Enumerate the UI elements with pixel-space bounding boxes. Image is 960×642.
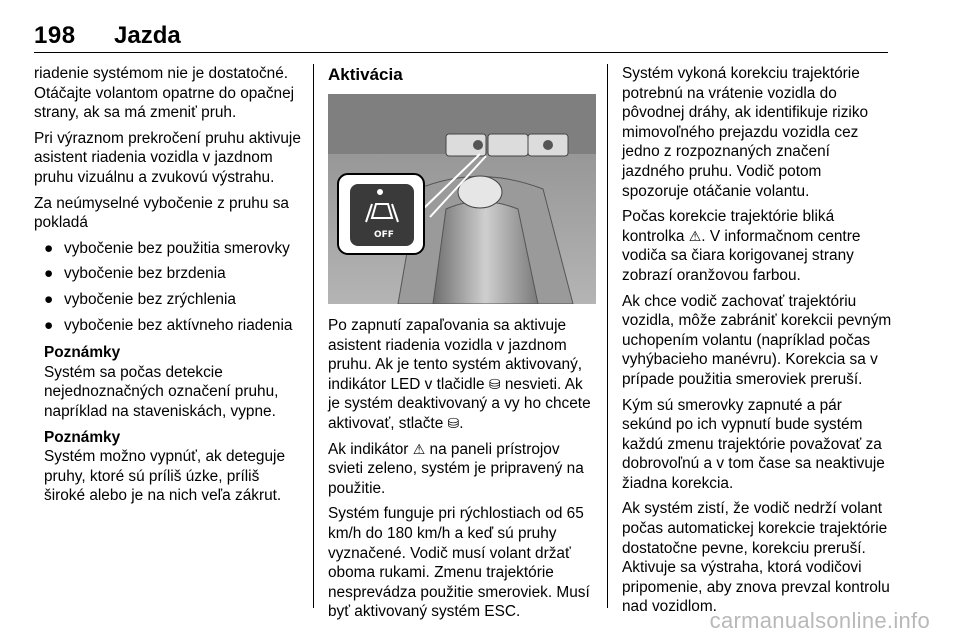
center-console-illustration	[328, 94, 596, 304]
column-3	[622, 64, 892, 623]
paragraph: Ak systém zistí, že vodič nedrží volant počas automatickej korekcie trajektórie dostatočne pevne, korekciu preruší. Aktivuje sa výstraha, ktorá vodičovi pripomenie, aby znova prevzal kontrolu nad vozidlom.	[622, 500, 890, 616]
lane-assist-indicator-icon: ⚠	[688, 227, 702, 244]
bullet-icon: ●	[44, 239, 54, 257]
page-number: 198	[34, 22, 76, 49]
paragraph: Počas korekcie trajektórie bliká kontrolka ⚠. V informačnom centre vodiča sa čiara korigovanej strany zobrazí oranžovou farbou.	[622, 208, 861, 284]
console-svg	[328, 94, 596, 304]
off-button-label: OFF	[374, 230, 394, 240]
header-rule	[34, 52, 888, 53]
lane-keep-button-icon: ⛁	[488, 375, 501, 392]
bullet-icon: ●	[44, 265, 54, 283]
bullet-icon: ●	[44, 290, 54, 308]
list-item: ● vybočenie bez brzdenia	[44, 265, 226, 283]
note-block	[44, 428, 302, 506]
bullet-list	[34, 239, 302, 335]
note-body: Systém sa počas detekcie nejednoznačných označení pruhu, napríklad na staveniskách, vypne.	[44, 363, 279, 420]
paragraph: Po zapnutí zapaľovania sa aktivuje asistent riadenia vozidla v jazdnom pruhu. Ak je tento systém aktivovaný, indikátor LED v tlačidle ⛁ nesvieti. Ak je systém deaktivovaný a vy ho chcete aktivovať, stlačte ⛁.	[328, 317, 591, 432]
lane-assist-indicator-icon: ⚠	[412, 440, 426, 457]
column-2	[328, 64, 596, 628]
page-header	[34, 22, 924, 50]
watermark: carmanualsonline.info	[709, 608, 930, 633]
note-block	[44, 343, 302, 421]
paragraph: Pri výraznom prekročení pruhu aktivuje asistent riadenia vozidla v jazdnom pruhu vizuálnu a zvukovú výstrahu.	[34, 129, 301, 186]
section-heading: Aktivácia	[328, 65, 403, 84]
column-divider-2	[607, 64, 608, 608]
list-item: ● vybočenie bez použitia smerovky	[44, 239, 290, 257]
note-body: Systém možno vypnúť, ak deteguje pruhy, ktoré sú príliš úzke, príliš široké alebo je na nich veľa zákrut.	[44, 448, 286, 505]
paragraph: Systém vykoná korekciu trajektórie potrebnú na vrátenie vozidla do pôvodnej dráhy, ak identifikuje riziko mimovoľného prejazdu vozidla cez jedno z rozpoznaných značení jazdného pruhu. Vodič potom spozoruje otáčanie volantu.	[622, 65, 869, 200]
paragraph: riadenie systémom nie je dostatočné. Otáčajte volantom opatrne do opačnej strany, ak sa má zmeniť pruh.	[34, 65, 295, 122]
list-item: ● vybočenie bez zrýchlenia	[44, 290, 236, 308]
paragraph: Ak indikátor ⚠ na paneli prístrojov svieti zeleno, systém je pripravený na použitie.	[328, 440, 584, 497]
paragraph: Ak chce vodič zachovať trajektóriu vozidla, môže zabrániť korekcii pevným uchopením volantu (napríklad počas vyhýbacieho manévru). Korekcia sa v prípade použitia smeroviek preruší.	[622, 292, 892, 388]
bullet-icon: ●	[44, 316, 54, 334]
section-title: Jazda	[114, 22, 181, 49]
paragraph: Systém funguje pri rýchlostiach od 65 km/h do 180 km/h a keď sú pruhy vyznačené. Vodič musí volant držať oboma rukami. Zmenu trajektórie nesprevádza použitie smeroviek. Musí byť aktivovaný systém ESC.	[328, 505, 590, 621]
list-item: ● vybočenie bez aktívneho riadenia	[44, 316, 293, 334]
column-divider-1	[313, 64, 314, 608]
note-title: Poznámky	[44, 428, 121, 446]
note-title: Poznámky	[44, 344, 121, 362]
column-1	[34, 64, 302, 512]
lane-keep-button-icon: ⛁	[447, 414, 460, 431]
paragraph: Za neúmyselné vybočenie z pruhu sa pokladá	[34, 194, 289, 232]
paragraph: Kým sú smerovky zapnuté a pár sekúnd po ich vypnutí bude systém každú zmenu trajektórie považovať za dobrovoľnú a v tom čase sa neaktivuje žiadna korekcia.	[622, 396, 885, 492]
